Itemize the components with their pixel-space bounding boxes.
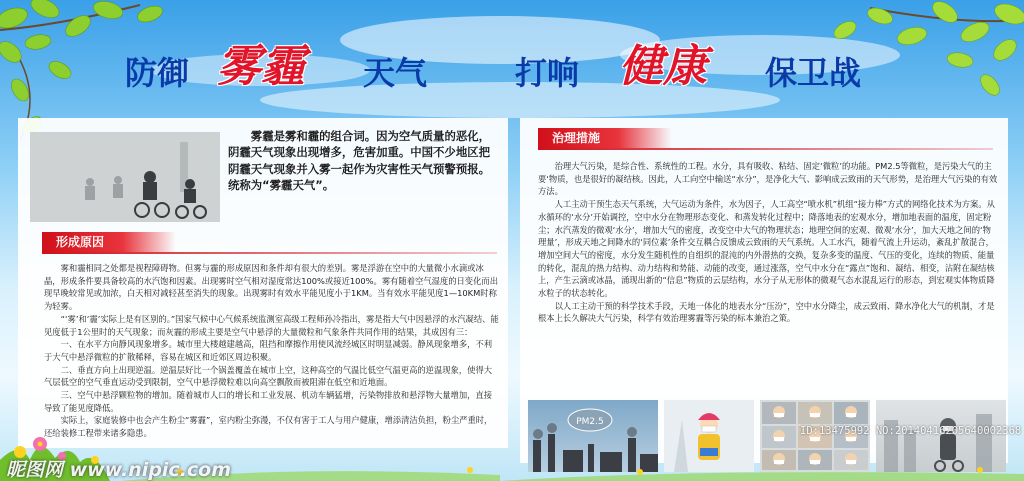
title-part-5: 健康 [619,41,707,92]
causes-paragraph: 一、在水平方向静风现象增多。城市里大楼越建越高，阻挡和摩擦作用使风流经城区时明显减弱。静风现象增多，不利于大气中悬浮微粒的扩散稀释，容易在城区和近郊区周边积聚。 [44,339,493,362]
causes-paragraph: 实际上，家庭装修中也会产生粉尘“雾霾”，室内粉尘弥漫，不仅有害于工人与用户健康，增添清洁负担，粉尘严重时，还给装修工程带来诸多隐患。 [44,415,493,439]
intro-paragraph: 雾霾是雾和霾的组合词。因为空气质量的恶化，阴霾天气现象出现增多，危害加重。中国不少地区把阴霾天气现象并入雾一起作为灾害性天气预警预报。统称为“雾霾天气”。 [228,129,491,193]
causes-paragraph: 三、空气中悬浮颗粒物的增加。随着城市人口的增长和工业发展、机动车辆猛增，污染物排放和悬浮物大量增加，直接导致了能见度降低。 [44,390,493,413]
title-part-6: 保卫战 [765,54,862,92]
causes-paragraph: 二、垂直方向上出现逆温。逆温层好比一个锅盖覆盖在城市上空，这种高空的气温比低空气温更高的逆温现象，使得大气层低空的空气垂直运动受到限制，空气中悬浮微粒难以向高空飘散而被阻滞在低空和近地面。 [44,364,493,388]
causes-paragraph: “‘雾’和‘霾’实际上是有区别的。”国家气候中心气候系统监测室高级工程师孙冷指出，雾是指大气中因悬浮的水汽凝结、能见度低于1公里时的天气现象；而灰霾的形成主要是空气中悬浮的大量微粒和气象条件共同作用的结果，其成因有三： [44,313,499,337]
watermark-id: ID:13475992 NO:20140416205640002368 [800,425,1022,437]
measures-divider [538,148,993,150]
pm25-label: PM2.5 [576,417,604,427]
measures-paragraph: 以人工主动干预的科学技术手段，天地一体化的地表水分“压汾”，空中水分降尘，成云致雨、降水净化大气的机制，才是根本上长久解决大气污染，科学有效治理雾霾等污染的标本兼治之策。 [538,300,995,324]
measures-paragraph: 治理大气污染，是综合性、系统性的工程。水分，具有吸收、粘结、固定‘微粒’的功能。PM2.5等微粒，是污染大气的主要‘物质，也是很好的凝结核。因此，人工向空中输送“水分”，是净化大气、影响成云致雨的天气形势，是治理大气污染的有效方法。 [538,161,998,197]
measures-heading: 治理措施 [538,128,672,148]
causes-divider [42,252,497,254]
causes-paragraph: 雾和霾相同之处都是视程障碍物。但雾与霾的形成原因和条件却有很大的差别。雾是浮游在空中的大量微小水滴或冰晶，形成条件要具备较高的水汽饱和因素。出现雾时空气相对湿度常达100%或接近100%。雾有随着空气湿度的日变化而出现早晚较常见或加浓，白天相对减轻甚至消失的现象。出现雾时有效水平能见度小于1KM。当有效水平能见度1—10KM时称为轻雾。 [44,263,498,312]
site-logo-watermark: 昵图网 www.nipic.com [6,459,232,481]
smog-street-photo [30,132,220,222]
title-part-3: 天气 [363,54,428,92]
title-part-4: 打响 [515,54,580,92]
poster-title [125,28,945,98]
causes-heading: 形成原因 [42,232,176,252]
measures-text [538,160,998,325]
causes-text [44,262,499,440]
title-part-1: 防御 [125,54,190,92]
measures-paragraph: 人工主动干预生态天气系统，大气运动为条件，水为因子，人工高空“喷水机”机组“接力棒”方式的网络化技术为方案。从水循环的‘水分’开始调控，空中水分在物理形态变化、和蒸发转化过程中；降落地表的宏观水分，增加地表面的温度，固定粉尘；水汽蒸发的微观‘水分’，增加大气的密度，改变空中大气的物理状态；地理空间的宏观、微观‘水分’，加大天地之间的‘物理量’，形成天地之间降水的‘同位素’条件交互耦合反馈成云致雨的天气系统。人工水汽，随着气流上升运动，紊乱扩散混合，增加空间大气的密度，水分发生随机性的自组织的混沌的内外潜热的交换，复杂多变的温度、气压的变化，连续的物质、能量的转化，混乱的热力结构、动力结构和势能、动能的改变，通过涨落，空气中水分在“露点”饱和、凝结、相变，沾附在凝结核上，产生云滴或冰晶，涌现出新的“信息”物质的云层结构，水分子从无形体的微观气态水混乱运行的形态，到宏观实体物质降水粒子的状态转化。 [538,199,995,299]
title-part-2: 雾霾 [217,41,305,92]
